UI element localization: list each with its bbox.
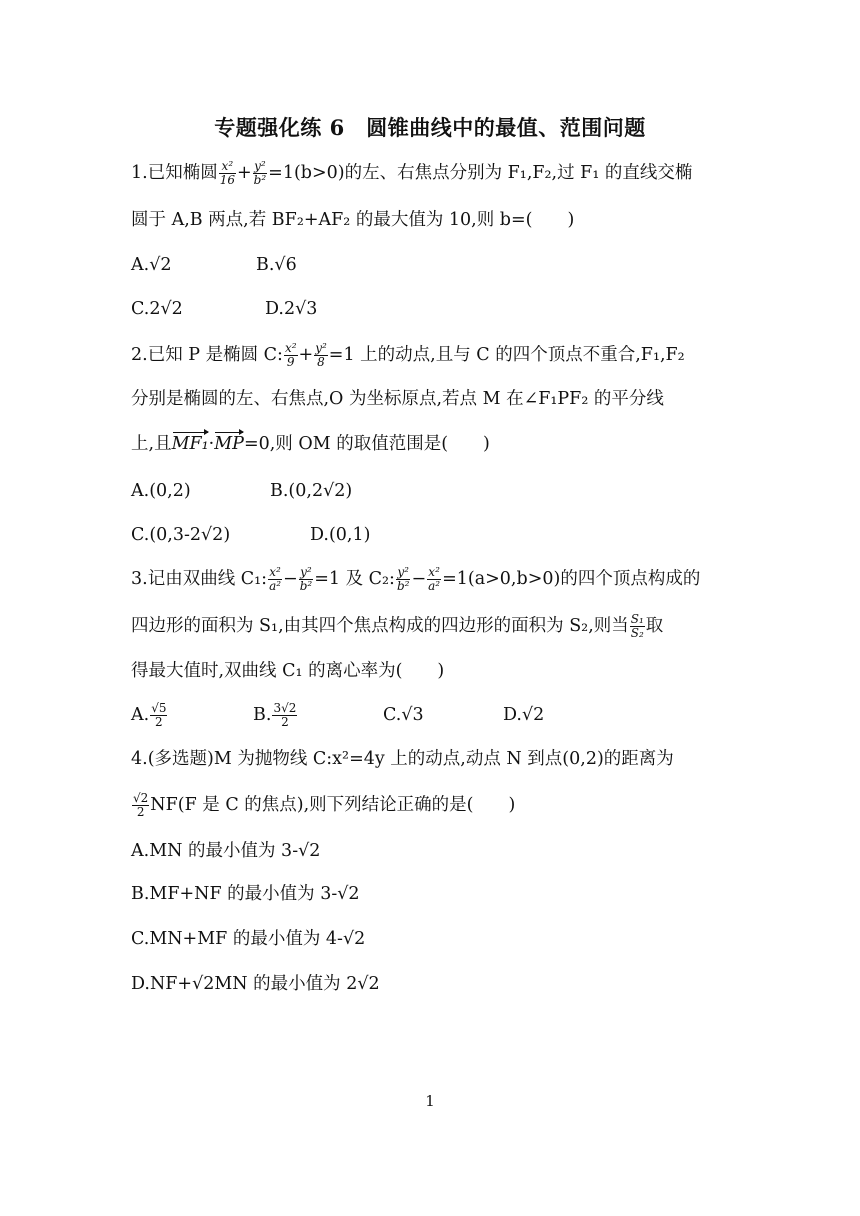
q3-option-c: C.√3 bbox=[383, 705, 424, 725]
q3-option-a bbox=[131, 702, 168, 729]
q3-fraction-s1-s2 bbox=[630, 613, 645, 640]
q2-fraction-x bbox=[284, 342, 298, 369]
q2-stem-end: =1 上的动点,且与 C 的四个顶点不重合,F₁,F₂ bbox=[328, 345, 685, 365]
q4-frac-denominator: 2 bbox=[136, 805, 145, 819]
q2-option-c: C.(0,3-2√2) bbox=[131, 525, 231, 545]
q3-line-2 bbox=[131, 613, 663, 640]
q3-option-a-numerator: √5 bbox=[151, 701, 167, 715]
q3-fraction-3 bbox=[396, 566, 411, 593]
q3-f3-denominator: b² bbox=[396, 579, 410, 593]
q3-f1-numerator: x² bbox=[269, 565, 281, 579]
q3-fraction-4 bbox=[427, 566, 441, 593]
q2-plus: + bbox=[298, 345, 314, 365]
q4-option-c: C.MN+MF 的最小值为 4-√2 bbox=[131, 929, 366, 949]
q1-option-b: B.√6 bbox=[256, 255, 297, 275]
q2-frac1-numerator: x² bbox=[284, 341, 297, 355]
q2-frac1-denominator: 9 bbox=[286, 355, 295, 369]
q4-line-2 bbox=[131, 792, 515, 819]
q3-minus-2: − bbox=[411, 569, 427, 589]
q4-frac-numerator: √2 bbox=[133, 791, 149, 805]
q3-f5-numerator: S₁ bbox=[630, 612, 644, 626]
q3-fraction-2 bbox=[299, 566, 314, 593]
q1-fraction-x bbox=[219, 160, 236, 187]
q1-option-c: C.2√2 bbox=[131, 299, 183, 319]
q2-line-2: 分别是椭圆的左、右焦点,O 为坐标原点,若点 M 在∠F₁PF₂ 的平分线 bbox=[131, 389, 664, 409]
q3-option-d: D.√2 bbox=[503, 705, 545, 725]
q3-stem-end: =1(a>0,b>0)的四个顶点构成的 bbox=[442, 569, 701, 589]
q4-line-1: 4.(多选题)M 为抛物线 C:x²=4y 上的动点,动点 N 到点(0,2)的距离为 bbox=[131, 749, 674, 769]
q3-stem-start: 3.记由双曲线 C₁: bbox=[131, 569, 268, 589]
q3-option-b-fraction bbox=[272, 702, 297, 729]
q1-plus: + bbox=[236, 163, 252, 183]
q2-line3-start: 上,且 bbox=[131, 434, 172, 454]
q4-option-d: D.NF+√2MN 的最小值为 2√2 bbox=[131, 974, 380, 994]
q4-line2-text: NF(F 是 C 的焦点),则下列结论正确的是( ) bbox=[150, 795, 516, 815]
q3-line2-end: 取 bbox=[645, 616, 664, 636]
q2-option-a: A.(0,2) bbox=[131, 481, 191, 501]
q2-frac2-denominator: 8 bbox=[317, 355, 325, 369]
q3-stem-mid: =1 及 C₂: bbox=[314, 569, 395, 589]
q3-option-a-fraction bbox=[150, 702, 167, 729]
q3-f3-numerator: y² bbox=[397, 565, 409, 579]
q3-option-b-label: B. bbox=[253, 705, 272, 725]
q3-f5-denominator: S₂ bbox=[630, 626, 644, 640]
q3-option-b bbox=[253, 702, 298, 729]
q3-option-a-denominator: 2 bbox=[155, 715, 163, 729]
q4-option-a: A.MN 的最小值为 3-√2 bbox=[131, 841, 321, 861]
q3-f4-denominator: a² bbox=[428, 579, 441, 593]
q3-line-1 bbox=[131, 566, 700, 593]
q3-f2-denominator: b² bbox=[299, 579, 313, 593]
q1-stem-end: =1(b>0)的左、右焦点分别为 F₁,F₂,过 F₁ 的直线交椭 bbox=[268, 163, 693, 183]
page-title: 专题强化练 6 圆锥曲线中的最值、范围问题 bbox=[214, 115, 646, 140]
q3-option-b-numerator: 3√2 bbox=[273, 701, 297, 715]
q3-f2-numerator: y² bbox=[300, 565, 312, 579]
q3-f1-denominator: a² bbox=[269, 579, 282, 593]
q1-frac2-numerator: y² bbox=[254, 159, 266, 173]
vector-mp: MP bbox=[214, 431, 244, 457]
q4-option-b: B.MF+NF 的最小值为 3-√2 bbox=[131, 884, 360, 904]
q1-option-a: A.√2 bbox=[131, 255, 172, 275]
dot-operator: · bbox=[208, 434, 215, 454]
q2-stem-start: 2.已知 P 是椭圆 C: bbox=[131, 345, 283, 365]
q1-frac2-denominator: b² bbox=[253, 173, 267, 187]
q3-line-3: 得最大值时,双曲线 C₁ 的离心率为( ) bbox=[131, 661, 445, 681]
q2-option-b: B.(0,2√2) bbox=[270, 481, 353, 501]
q3-f4-numerator: x² bbox=[428, 565, 440, 579]
q2-line3-end: =0,则 OM 的取值范围是( ) bbox=[243, 434, 490, 454]
q2-line-3 bbox=[131, 431, 490, 457]
q1-frac1-numerator: x² bbox=[219, 160, 236, 174]
q1-frac1-denominator: 16 bbox=[219, 173, 235, 187]
q3-option-a-label: A. bbox=[131, 705, 150, 725]
q1-stem-start: 1.已知椭圆 bbox=[131, 163, 218, 183]
q4-fraction bbox=[132, 792, 149, 819]
q1-fraction-y bbox=[253, 160, 268, 187]
q1-option-d: D.2√3 bbox=[265, 299, 318, 319]
q3-fraction-1 bbox=[268, 566, 282, 593]
vector-mf1: MF₁ bbox=[172, 431, 209, 457]
q2-line-1 bbox=[131, 342, 685, 369]
q2-fraction-y bbox=[314, 342, 328, 369]
q3-line2-text: 四边形的面积为 S₁,由其四个焦点构成的四边形的面积为 S₂,则当 bbox=[131, 616, 629, 636]
q1-line-1 bbox=[131, 160, 692, 187]
q3-option-b-denominator: 2 bbox=[281, 715, 289, 729]
q3-minus-1: − bbox=[283, 569, 298, 589]
q2-option-d: D.(0,1) bbox=[310, 525, 371, 545]
q2-frac2-numerator: y² bbox=[315, 341, 327, 355]
page-number: 1 bbox=[425, 1092, 435, 1110]
q1-line-2: 圆于 A,B 两点,若 BF₂+AF₂ 的最大值为 10,则 b=( ) bbox=[131, 210, 575, 230]
